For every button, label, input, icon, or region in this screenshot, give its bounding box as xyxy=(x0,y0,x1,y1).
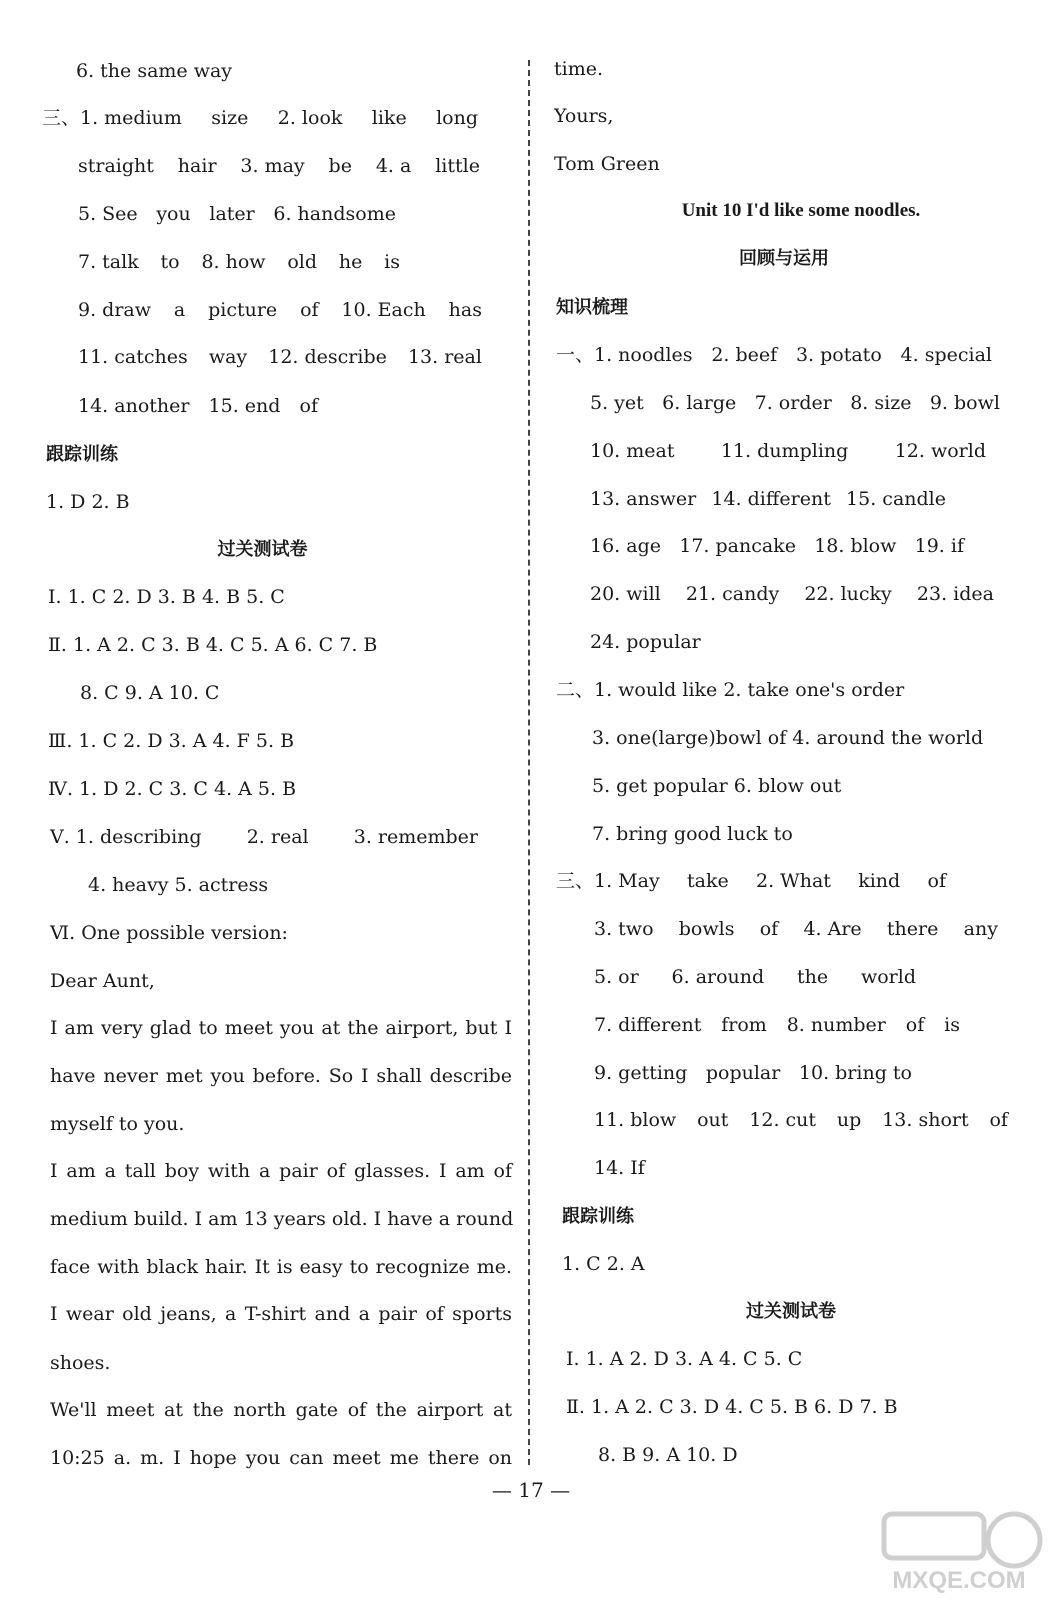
answer-token: of xyxy=(759,918,779,940)
answer-token: 18. blow xyxy=(814,535,897,557)
answer-token: 2. What xyxy=(756,870,831,892)
answer-token: 三、1. medium xyxy=(42,107,182,129)
answer-line-group xyxy=(594,917,998,941)
answer-line: 7. bring good luck to xyxy=(592,823,793,845)
answer-token: 21. candy xyxy=(685,583,780,605)
answer-token: world xyxy=(860,966,916,988)
answer-token: like xyxy=(371,107,407,129)
answer-token: there xyxy=(886,918,939,940)
answer-token: 8. number xyxy=(786,1014,886,1036)
answer-token: 13. answer xyxy=(590,488,697,510)
answer-line: 5. get popular 6. blow out xyxy=(592,775,842,797)
letter-line: face with black hair. It is easy to recognize me. xyxy=(50,1256,512,1278)
answer-token: 13. short xyxy=(882,1109,969,1131)
answer-token: take xyxy=(686,870,729,892)
answer-line-group xyxy=(594,965,916,989)
answer-line: Ⅵ. One possible version: xyxy=(50,922,288,944)
answer-line: 8. B 9. A 10. D xyxy=(598,1444,738,1466)
answer-token: 3. two xyxy=(594,918,654,940)
letter-line: medium build. I am 13 years old. I have a round xyxy=(50,1208,514,1230)
watermark-text: MXQE.COM xyxy=(892,1567,1026,1594)
answer-line-group xyxy=(594,1061,912,1085)
answer-line: Ⅳ. 1. D 2. C 3. C 4. A 5. B xyxy=(48,778,297,800)
answer-line: 1. D 2. B xyxy=(46,491,130,513)
answer-token: a xyxy=(173,299,186,321)
answer-token: 2. real xyxy=(246,826,309,848)
answer-token: 6. large xyxy=(662,392,737,414)
answer-token: 7. different xyxy=(594,1014,702,1036)
letter-closing: Yours, xyxy=(554,105,614,127)
letter-line: time. xyxy=(554,58,604,80)
answer-token: 4. a xyxy=(375,155,412,177)
answer-token: of xyxy=(299,395,318,417)
answer-token: has xyxy=(448,299,482,321)
answer-token: hair xyxy=(177,155,217,177)
answer-token: 4. special xyxy=(900,344,992,366)
answer-line-group xyxy=(590,582,994,606)
answer-token: 11. blow xyxy=(594,1109,677,1131)
answer-token: 11. catches xyxy=(78,346,188,368)
answer-line: Ⅰ. 1. A 2. D 3. A 4. C 5. C xyxy=(566,1348,803,1370)
answer-token: any xyxy=(963,918,998,940)
answer-line: 3. one(large)bowl of 4. around the world xyxy=(592,727,984,749)
answer-token: 5. or xyxy=(594,966,639,988)
letter-line: We'll meet at the north gate of the airport at xyxy=(50,1399,512,1421)
answer-token: bowls xyxy=(678,918,735,940)
answer-token: 22. lucky xyxy=(804,583,892,605)
answer-token: 2. look xyxy=(277,107,343,129)
answer-line-group xyxy=(42,106,478,130)
answer-token: the xyxy=(797,966,829,988)
answer-token: 2. beef xyxy=(711,344,778,366)
answer-line-group xyxy=(78,250,400,274)
letter-line: shoes. xyxy=(50,1352,111,1374)
answer-line: Ⅱ. 1. A 2. C 3. B 4. C 5. A 6. C 7. B xyxy=(48,634,378,656)
answer-token: 3. remember xyxy=(353,826,478,848)
letter-line: I am very glad to meet you at the airport, but I xyxy=(50,1017,512,1039)
answer-token: 20. will xyxy=(590,583,661,605)
unit-title: Unit 10 I'd like some noodles. xyxy=(681,200,921,221)
letter-line: I wear old jeans, a T-shirt and a pair of sports xyxy=(50,1303,512,1325)
answer-token: Ⅴ. 1. describing xyxy=(50,826,202,848)
section-heading: 跟踪训练 xyxy=(46,444,118,465)
answer-line: 14. If xyxy=(594,1157,645,1179)
answer-token: be xyxy=(328,155,352,177)
answer-line-group xyxy=(590,534,964,558)
answer-line-group xyxy=(50,825,478,849)
answer-line-group xyxy=(594,1013,960,1037)
answer-token: 3. may xyxy=(240,155,305,177)
answer-token: 12. world xyxy=(894,440,986,462)
answer-line-group xyxy=(556,343,992,367)
answer-token: 19. if xyxy=(914,535,964,557)
answer-line-group xyxy=(78,298,482,322)
answer-token: 6. handsome xyxy=(273,203,396,225)
answer-line-group xyxy=(594,1108,1008,1132)
answer-token: 23. idea xyxy=(916,583,994,605)
answer-line: Ⅱ. 1. A 2. C 3. D 4. C 5. B 6. D 7. B xyxy=(566,1396,898,1418)
answer-line-group xyxy=(78,345,482,369)
page-number: — 17 — xyxy=(491,1478,571,1502)
answer-token: you xyxy=(156,203,191,225)
answer-token: 15. end xyxy=(208,395,281,417)
answer-token: 12. describe xyxy=(268,346,387,368)
letter-line: 10:25 a. m. I hope you can meet me there on xyxy=(50,1447,512,1469)
answer-token: 6. around xyxy=(671,966,765,988)
answer-token: 7. order xyxy=(754,392,832,414)
answer-line: 二、1. would like 2. take one's order xyxy=(556,679,905,701)
answer-token: of xyxy=(989,1109,1008,1131)
answer-token: 14. different xyxy=(711,488,831,510)
answer-token: is xyxy=(384,251,400,273)
answer-token: 10. bring to xyxy=(798,1062,912,1084)
answer-token: 16. age xyxy=(590,535,661,557)
answer-token: long xyxy=(436,107,478,129)
answer-token: up xyxy=(836,1109,862,1131)
section-heading: 过关测试卷 xyxy=(746,1301,836,1322)
answer-token: 三、1. May xyxy=(556,870,660,892)
answer-token: of xyxy=(300,299,319,321)
answer-line: Ⅲ. 1. C 2. D 3. A 4. F 5. B xyxy=(48,730,295,752)
answer-token: 5. See xyxy=(78,203,138,225)
answer-token: he xyxy=(338,251,363,273)
answer-token: 17. pancake xyxy=(679,535,796,557)
answer-token: picture xyxy=(208,299,278,321)
answer-token: of xyxy=(905,1014,925,1036)
answer-token: kind xyxy=(858,870,901,892)
answer-token: 9. getting xyxy=(594,1062,688,1084)
answer-line-group xyxy=(78,202,396,226)
answer-token: 3. potato xyxy=(795,344,882,366)
letter-line: I am a tall boy with a pair of glasses. I am of xyxy=(50,1160,512,1182)
answer-token: size xyxy=(211,107,249,129)
answer-token: is xyxy=(944,1014,960,1036)
answer-token: little xyxy=(435,155,480,177)
answer-token: from xyxy=(721,1014,767,1036)
answer-token: of xyxy=(927,870,946,892)
answer-token: popular xyxy=(705,1062,781,1084)
answer-line: 8. C 9. A 10. C xyxy=(80,682,220,704)
answer-token: 9. bowl xyxy=(929,392,1000,414)
letter-salutation: Dear Aunt, xyxy=(50,970,155,992)
answer-token: 4. Are xyxy=(803,918,862,940)
answer-token: 15. candle xyxy=(846,488,946,510)
answer-line: Ⅰ. 1. C 2. D 3. B 4. B 5. C xyxy=(48,586,285,608)
answer-token: 8. how xyxy=(201,251,266,273)
answer-token: old xyxy=(287,251,318,273)
column-divider xyxy=(528,60,530,1465)
answer-line-group xyxy=(590,439,986,463)
answer-token: out xyxy=(697,1109,729,1131)
answer-line-group xyxy=(78,154,480,178)
answer-token: to xyxy=(160,251,180,273)
answer-line-group xyxy=(78,394,318,418)
section-heading: 知识梳理 xyxy=(556,297,628,318)
watermark-logo xyxy=(864,1504,1054,1596)
answer-token: later xyxy=(209,203,255,225)
answer-token: 5. yet xyxy=(590,392,644,414)
section-heading: 跟踪训练 xyxy=(562,1206,634,1227)
answer-line-group xyxy=(590,487,946,511)
section-heading: 过关测试卷 xyxy=(217,539,308,560)
answer-token: 13. real xyxy=(407,346,482,368)
section-heading: 回顾与运用 xyxy=(739,248,829,269)
letter-line: have never met you before. So I shall describe xyxy=(50,1065,512,1087)
answer-token: 9. draw xyxy=(78,299,152,321)
answer-token: 10. Each xyxy=(341,299,426,321)
answer-token: 11. dumpling xyxy=(720,440,849,462)
answer-line: 4. heavy 5. actress xyxy=(88,874,269,896)
answer-token: 8. size xyxy=(850,392,912,414)
answer-token: straight xyxy=(78,155,154,177)
answer-token: 12. cut xyxy=(749,1109,817,1131)
letter-signature: Tom Green xyxy=(554,153,660,175)
watermark-icon xyxy=(864,1504,1054,1596)
answer-token: 一、1. noodles xyxy=(556,344,693,366)
answer-line: 6. the same way xyxy=(76,60,233,82)
answer-token: 14. another xyxy=(78,395,190,417)
answer-line-group xyxy=(556,869,946,893)
letter-line: myself to you. xyxy=(50,1113,185,1135)
answer-token: 7. talk xyxy=(78,251,139,273)
answer-line-group xyxy=(590,391,1000,415)
answer-line: 24. popular xyxy=(590,631,701,653)
answer-line: 1. C 2. A xyxy=(562,1253,645,1275)
answer-token: way xyxy=(208,346,248,368)
answer-token: 10. meat xyxy=(590,440,675,462)
